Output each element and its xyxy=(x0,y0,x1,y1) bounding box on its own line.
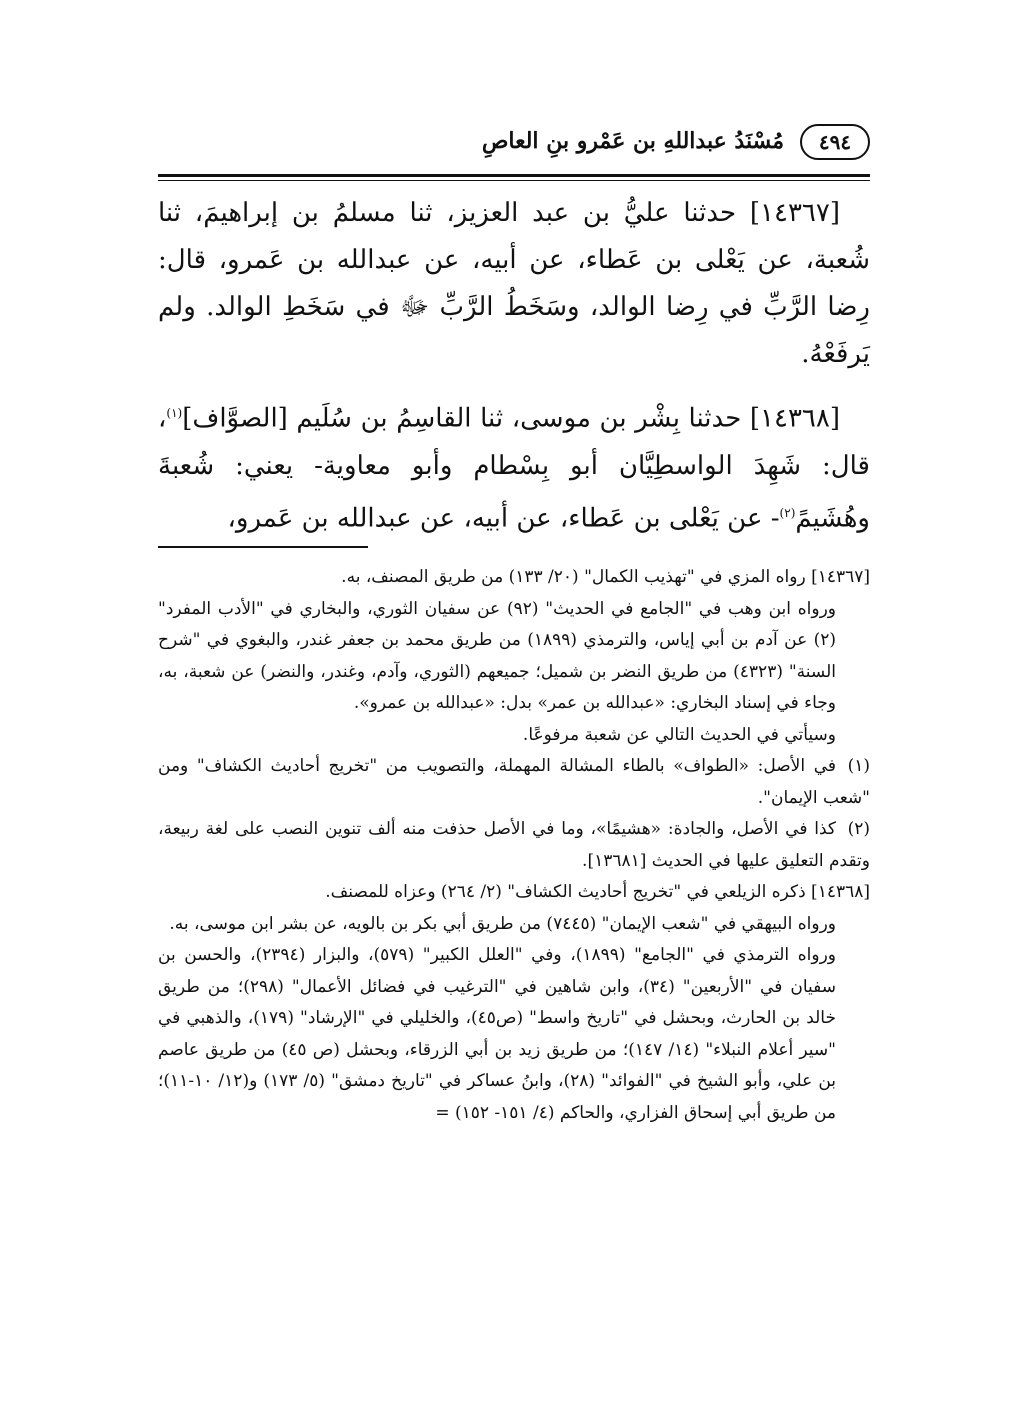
footnote-text: كذا في الأصل، والجادة: «هشيمًا»، وما في الأصل حذفت منه ألف تنوين النصب على لغة ربيعة، وتقدم التعليق عليها في الحديث [١٣٦٨١]. xyxy=(158,819,870,871)
footnote-text: ورواه ابن وهب في "الجامع في الحديث" (٩٢) عن سفيان الثوري، والبخاري في "الأدب المفرد" (٢) عن آدم بن أبي إياس، والترمذي (١٨٩٩) من طريق محمد بن جعفر غندر، والبغوي في "شرح السنة" (٤٣٢٣) من طريق النضر بن شميل؛ جميعهم (الثوري، وآدم، وغندر، والنضر) عن شعبة، به، وجاء في إسناد البخاري: «عبدالله بن عمر» بدل: «عبدالله بن عمرو». xyxy=(158,598,836,713)
header-rule-thick xyxy=(158,174,870,177)
hadith-14368 xyxy=(158,390,870,542)
footnote xyxy=(158,877,870,909)
footnote xyxy=(158,562,870,594)
page xyxy=(158,110,870,1123)
main-text xyxy=(158,190,870,542)
running-title: مُسْنَدُ عبداللهِ بن عَمْرو بنِ العاصِ xyxy=(481,128,784,154)
hadith-14368-part-a: [١٤٣٦٨] حدثنا بِشْر بن موسى، ثنا القاسِمُ بن سُلَيم [الصوَّاف] xyxy=(182,403,840,434)
footnote xyxy=(158,720,870,752)
footnote-text: ورواه البيهقي في "شعب الإيمان" (٧٤٤٥) من طريق أبي بكر بن بالويه، عن بشر ابن موسى، به. xyxy=(169,913,836,934)
footnote-text: ورواه الترمذي في "الجامع" (١٨٩٩)، وفي "العلل الكبير" (٥٧٩)، والبزار (٢٣٩٤)، والحسن بن سفيان في "الأربعين" (٣٤)، وابن شاهين في "الترغيب في فضائل الأعمال" (٢٩٨)؛ من طريق خالد بن الحارث، وبحشل في "تاريخ واسط" (ص٤٥)، والخليلي في "الإرشاد" (١٧٩)، والذهبي في "سير أعلام النبلاء" (١٤/ ١٤٧)؛ من طريق زيد بن أبي الزرقاء، وبحشل (ص ٤٥) من طريق عاصم بن علي، وأبو الشيخ في "الفوائد" (٢٨)، وابنُ عساكر في "تاريخ دمشق" (٥/ ١٧٣) و(١٢/ ١٠-١١)؛ من طريق أبي إسحاق الفزاري، والحاكم (٤/ ١٥١- ١٥٢) = xyxy=(158,945,836,1123)
hadith-14367: [١٤٣٦٧] حدثنا عليُّ بن عبد العزيز، ثنا مسلمُ بن إبراهيمَ، ثنا شُعبة، عن يَعْلى بن عَطاء، عن أبيه، عن عبدالله بن عَمرو، قال: رِضا الرَّبِّ في رِضا الوالد، وسَخَطُ الرَّبِّ ﷻ في سَخَطِ الوالد. ولم يَرفَعْهُ. xyxy=(158,198,870,369)
page-number: ٤٩٤ xyxy=(800,124,870,160)
footnote-separator xyxy=(158,546,368,548)
footnote-ref-1[interactable]: (١) xyxy=(166,406,183,420)
page-header xyxy=(158,110,870,166)
footnote xyxy=(158,751,870,814)
footnote-ref-2[interactable]: (٢) xyxy=(779,505,796,520)
footnote-number: (٢) xyxy=(847,819,870,839)
hadith-14368-part-b: ، قال: شَهِدَ الواسطِيَّان أبو بِسْطام وأبو معاوية- يعني: شُعبةَ وهُشَيمً xyxy=(158,403,870,534)
hadith-14368-part-c: - عن يَعْلى بن عَطاء، عن أبيه، عن عبدالله بن عَمرو، xyxy=(227,503,780,534)
footnote-number: (١) xyxy=(847,756,870,776)
footnote xyxy=(158,594,870,720)
footnotes xyxy=(158,562,870,1129)
footnote-text: [١٤٣٦٨] ذكره الزيلعي في "تخريج أحاديث الكشاف" (٢/ ٢٦٤) وعزاه للمصنف. xyxy=(325,882,870,902)
footnote-text: [١٤٣٦٧] رواه المزي في "تهذيب الكمال" (٢٠/ ١٣٣) من طريق المصنف، به. xyxy=(341,567,870,587)
header-rule-thin xyxy=(158,180,870,181)
footnote-text: في الأصل: «الطواف» بالطاء المشالة المهملة، والتصويب من "تخريج أحاديث الكشاف" ومن "شعب الإيمان". xyxy=(158,756,870,808)
footnote xyxy=(158,814,870,877)
footnote xyxy=(158,940,870,1129)
footnote xyxy=(158,909,870,941)
footnote-text: وسيأتي في الحديث التالي عن شعبة مرفوعًا. xyxy=(522,724,836,745)
